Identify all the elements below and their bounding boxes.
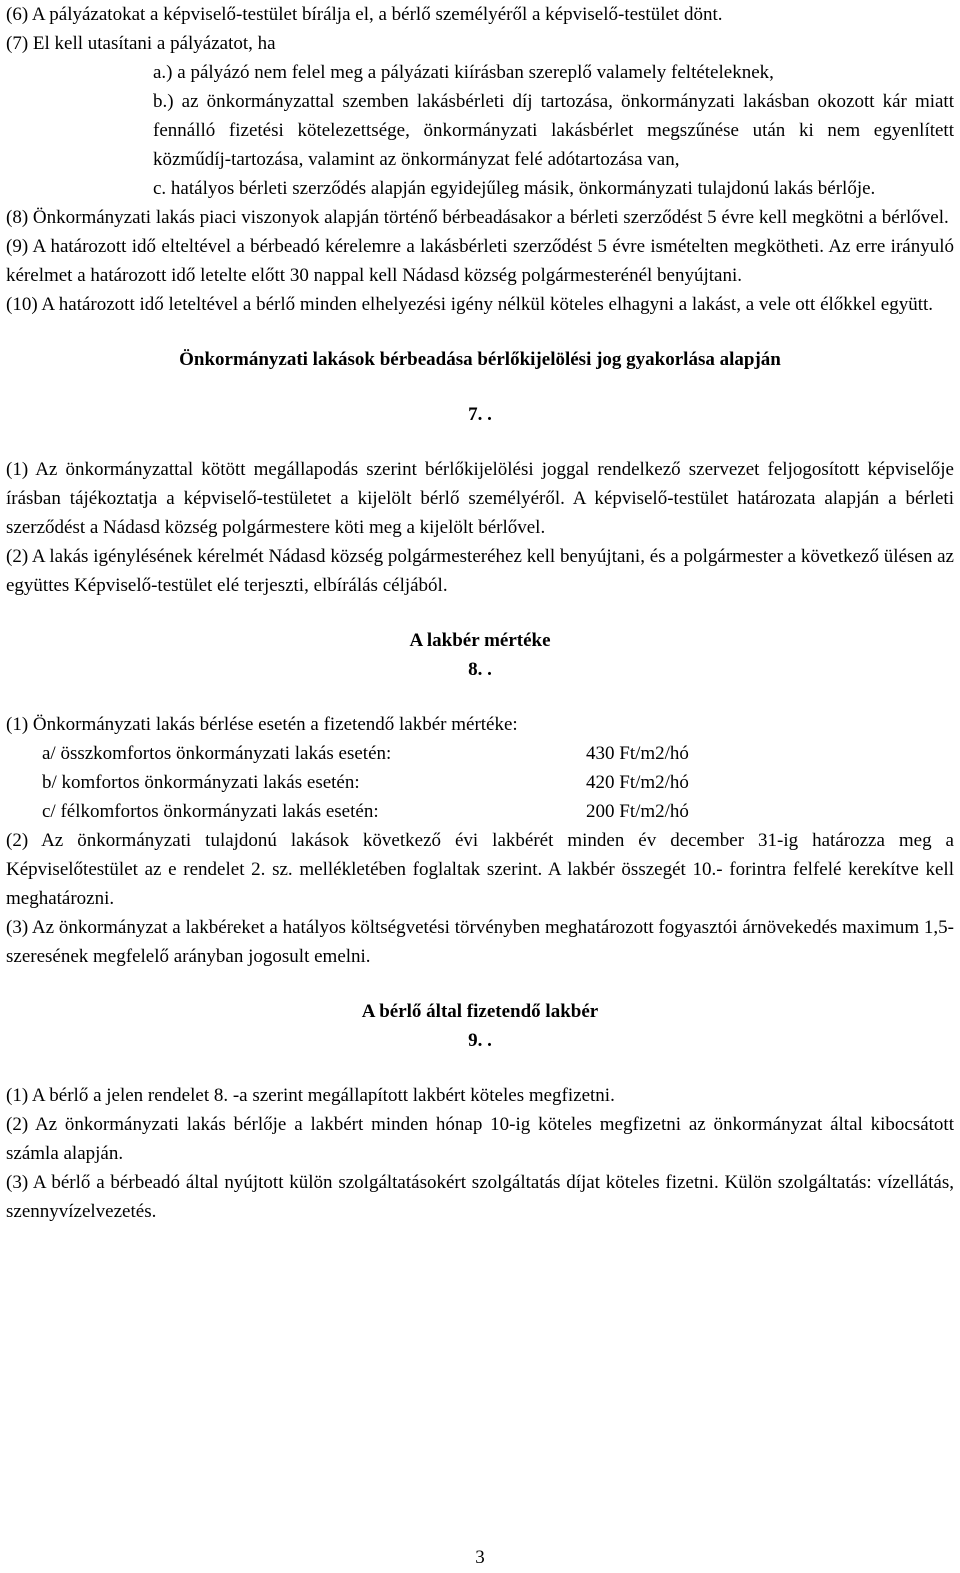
table-row: [42, 797, 786, 826]
section-7-number: 7. .: [468, 404, 492, 425]
section-8-paragraph-1: (1) Önkormányzati lakás bérlése esetén a fizetendő lakbér mértéke:: [6, 714, 518, 735]
paragraph-8: (8) Önkormányzati lakás piaci viszonyok alapján történő bérbeadásakor a bérleti szerződést 5 évre kell megkötni a bérlővel.: [6, 207, 949, 228]
section-7-paragraph-2: (2) A lakás igénylésének kérelmét Nádasd község polgármesteréhez kell benyújtani, és a polgármester a következő ülésen az együttes Képviselő-testület elé terjeszti, elbírálás céljából.: [6, 546, 954, 596]
table-row: [42, 739, 786, 768]
rate-label: a/ összkomfortos önkormányzati lakás esetén:: [42, 743, 392, 764]
section-8-paragraph-2: (2) Az önkormányzati tulajdonú lakások következő évi lakbérét minden év december 31-ig határozza meg a Képviselőtestület az e rendelet 2. sz. mellékletében foglaltak szerint. A lakbér összegét 10.- forintra felfelé kerekítve kell meghatározni.: [6, 830, 954, 909]
section-9-paragraph-3: (3) A bérlő a bérbeadó által nyújtott külön szolgáltatásokért szolgáltatás díjat köteles fizetni. Külön szolgáltatás: vízellátás, szennyvízelvezetés.: [6, 1172, 954, 1222]
rate-label: c/ félkomfortos önkormányzati lakás esetén:: [42, 801, 379, 822]
rate-value: 420 Ft/m2/hó: [586, 772, 689, 793]
section-9-number: 9. .: [468, 1030, 492, 1051]
spacer: [6, 319, 954, 345]
section-9-paragraph-2: (2) Az önkormányzati lakás bérlője a lakbért minden hónap 10-ig köteles megfizetni az önkormányzat által kibocsátott számla alapján.: [6, 1114, 954, 1164]
paragraph-9: (9) A határozott idő elteltével a bérbeadó kérelemre a lakásbérleti szerződést 5 évre ismételten megkötheti. Az erre irányuló kérelmet a határozott idő letelte előtt 30 nappal kell Nádasd község polgármesterénél benyújtani.: [6, 236, 954, 286]
spacer: [6, 971, 954, 997]
section-8-title: A lakbér mértéke: [409, 630, 551, 651]
rent-rate-table: [42, 739, 786, 826]
spacer: [6, 1055, 954, 1081]
rate-value: 430 Ft/m2/hó: [586, 743, 689, 764]
table-row: [42, 768, 786, 797]
spacer: [6, 429, 954, 455]
paragraph-7-a: a.) a pályázó nem felel meg a pályázati kiírásban szereplő valamely feltételeknek,: [153, 62, 774, 83]
paragraph-10: (10) A határozott idő leteltével a bérlő minden elhelyezési igény nélkül köteles elhagyni a lakást, a vele ott élőkkel együtt.: [6, 294, 934, 315]
paragraph-7-c: c. hatályos bérleti szerződés alapján egyidejűleg másik, önkormányzati tulajdonú lakás bérlője.: [153, 178, 876, 199]
spacer: [6, 374, 954, 400]
section-8-number: 8. .: [468, 659, 492, 680]
section-9-title: A bérlő által fizetendő lakbér: [361, 1001, 599, 1022]
paragraph-7: (7) El kell utasítani a pályázatot, ha: [6, 33, 276, 54]
paragraph-7-b: b.) az önkormányzattal szemben lakásbérleti díj tartozása, önkormányzati lakásban okozott kár miatt fennálló fizetési kötelezettsége, önkormányzati lakásbérlet megszűnése után ki nem egyenlített közműdíj-tartozása, valamint az önkormányzat felé adótartozása van,: [153, 91, 954, 170]
section-7-title: Önkormányzati lakások bérbeadása bérlőkijelölési jog gyakorlása alapján: [179, 349, 781, 370]
page-number: 3: [475, 1547, 485, 1568]
document-page: [6, 0, 954, 1226]
rate-value: 200 Ft/m2/hó: [586, 801, 689, 822]
spacer: [6, 684, 954, 710]
section-9-paragraph-1: (1) A bérlő a jelen rendelet 8. -a szerint megállapított lakbért köteles megfizetni.: [6, 1085, 615, 1106]
spacer: [6, 600, 954, 626]
section-7-paragraph-1: (1) Az önkormányzattal kötött megállapodás szerint bérlőkijelölési joggal rendelkező szervezet feljogosított képviselője írásban tájékoztatja a képviselő-testületet a kijelölt bérlő személyéről. A képviselő-testület határozata alapján a bérleti szerződést a Nádasd község polgármestere köti meg a kijelölt bérlővel.: [6, 459, 954, 538]
rate-label: b/ komfortos önkormányzati lakás esetén:: [42, 772, 360, 793]
paragraph-6: (6) A pályázatokat a képviselő-testület bírálja el, a bérlő személyéről a képviselő-testület dönt.: [6, 4, 723, 25]
section-8-paragraph-3: (3) Az önkormányzat a lakbéreket a hatályos költségvetési törvényben meghatározott fogyasztói árnövekedés maximum 1,5-szeresének megfelelő arányban jogosult emelni.: [6, 917, 954, 967]
